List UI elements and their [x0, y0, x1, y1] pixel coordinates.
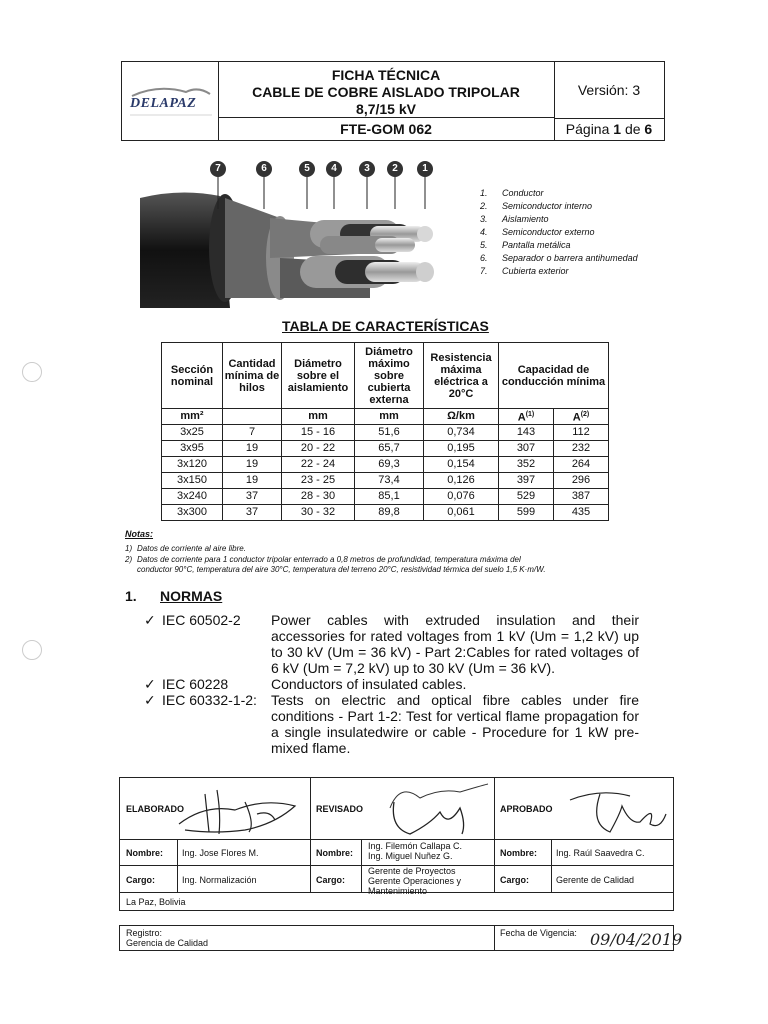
table-row: 3x150 19 23 - 25 73,4 0,126 397 296	[162, 472, 609, 488]
standard-code: IEC 60332-1-2:	[162, 692, 257, 708]
aprobado-cargo: Gerente de Calidad	[556, 875, 635, 885]
standard-item	[144, 612, 664, 678]
page-indicator: Página 1 de 6	[565, 121, 653, 137]
standard-description: Conductors of insulated cables.	[271, 676, 467, 692]
note-2: 2) Datos de corriente para 1 conductor tripolar enterrado a 0,8 metros de profundidad, temperatura máxima del conductor 90°C, temperatura del aire 30°C, temperatura del terreno 20°C, resistividad térmica del suelo 1,5 K·m/W.	[125, 555, 546, 574]
binder-hole	[22, 362, 42, 382]
check-icon: ✓	[144, 676, 156, 692]
characteristics-table	[161, 342, 609, 521]
elaborado-nombre: Ing. Jose Flores M.	[182, 848, 259, 858]
fecha-vigencia-value: 09/04/2019	[590, 930, 683, 949]
marker-7: 7	[210, 161, 226, 177]
legend-item: 7. Cubierta exterior	[480, 266, 569, 276]
binder-hole	[22, 640, 42, 660]
legend-item: 4. Semiconductor externo	[480, 227, 595, 237]
elaborado-cargo: Ing. Normalización	[182, 875, 257, 885]
legend-item: 1. Conductor	[480, 188, 544, 198]
header-resistencia: Resistencia máxima eléctrica a 20°C	[424, 343, 499, 409]
registro-label: Registro:	[126, 928, 163, 938]
legend-item: 2. Semiconductor interno	[480, 201, 593, 211]
table-row: 3x300 37 30 - 32 89,8 0,061 599 435	[162, 504, 609, 520]
marker-5: 5	[299, 161, 315, 177]
unit-resistencia: Ω/km	[424, 409, 499, 425]
logo-cell	[122, 62, 219, 140]
header-diametro-aislamiento: Diámetro sobre el aislamiento	[282, 343, 355, 409]
section-heading: 1. NORMAS	[125, 588, 223, 604]
note-1: 1) Datos de corriente al aire libre.	[125, 544, 246, 553]
registro-box	[119, 925, 683, 951]
standard-code: IEC 60502-2	[162, 612, 241, 628]
document-code: FTE-GOM 062	[340, 121, 432, 137]
aprobado-nombre: Ing. Raúl Saavedra C.	[556, 848, 645, 858]
fecha-vigencia-label: Fecha de Vigencia:	[500, 928, 577, 938]
header-diametro-maximo: Diámetro máximo sobre cubierta externa	[355, 343, 424, 409]
table-title: TABLA DE CARACTERÍSTICAS	[282, 318, 489, 334]
cable-markers	[210, 161, 440, 211]
marker-3: 3	[359, 161, 375, 177]
signature-aprobado	[560, 784, 670, 836]
aprobado-label: APROBADO	[500, 804, 553, 814]
standard-code: IEC 60228	[162, 676, 229, 692]
table-row: 3x25 7 15 - 16 51,6 0,734 143 112	[162, 424, 609, 440]
elaborado-label: ELABORADO	[126, 804, 184, 814]
marker-6: 6	[256, 161, 272, 177]
header-cantidad: Cantidad mínima de hilos	[223, 343, 282, 409]
document-title: FICHA TÉCNICA CABLE DE COBRE AISLADO TRIPOLAR 8,7/15 kV	[218, 62, 554, 118]
header-capacidad: Capacidad de conducción mínima	[499, 343, 609, 409]
marker-1: 1	[417, 161, 433, 177]
logo-text: DELAPAZ	[130, 96, 197, 111]
unit-seccion: mm²	[162, 409, 223, 425]
unit-a1: $A^{(1)}$	[499, 409, 554, 425]
header-seccion: Sección nominal	[162, 343, 223, 409]
standard-item	[144, 676, 664, 692]
unit-diametro-aislamiento: mm	[282, 409, 355, 425]
standard-item	[144, 692, 664, 758]
check-icon: ✓	[144, 692, 156, 708]
registro-value: Gerencia de Calidad	[126, 938, 209, 948]
table-row: 3x120 19 22 - 24 69,3 0,154 352 264	[162, 456, 609, 472]
cable-legend	[480, 187, 638, 278]
legend-item: 3. Aislamiento	[480, 214, 549, 224]
standard-description: Power cables with extruded insulation and their accessories for rated voltages from 1 kV (Um = 1,2 kV) up to 30 kV (Um = 36 kV) - Part 2:Cables for rated voltages of 6 kV (Um = 7,2 kV) up to 30 kV (Um = 36 kV).	[271, 612, 639, 676]
marker-2: 2	[387, 161, 403, 177]
legend-item: 5. Pantalla metálica	[480, 240, 571, 250]
version-label: Versión: 3	[554, 62, 664, 119]
unit-cantidad	[223, 409, 282, 425]
table-row: 3x95 19 20 - 22 65,7 0,195 307 232	[162, 440, 609, 456]
revisado-label: REVISADO	[316, 804, 364, 814]
signature-elaborado	[175, 784, 305, 836]
marker-4: 4	[326, 161, 342, 177]
table-row: 3x240 37 28 - 30 85,1 0,076 529 387	[162, 488, 609, 504]
document-header	[121, 61, 665, 141]
unit-diametro-maximo: mm	[355, 409, 424, 425]
approval-signatures: ELABORADO REVISADO APROBADO Nombre: Ing. Jose Flores M. Nombre: Ing. Filemón Callapa C. Ing. Miguel Nuñez G. Nombre: Ing. Raúl Saavedra C. Cargo: Ing. Normalización Cargo: Gerente de Proyectos Gerente Operaciones y Mantenimiento Cargo: Gerente de Calidad La Paz, Bolivia	[119, 777, 674, 911]
location: La Paz, Bolivia	[126, 897, 186, 907]
revisado-cargo: Gerente de Proyectos Gerente Operaciones y Mantenimiento	[368, 866, 462, 896]
company-logo	[128, 82, 214, 122]
standard-description: Tests on electric and optical fibre cables under fire conditions - Part 1-2: Test for vertical flame propagation for a single insulatedwire or cable - Procedure for 1 kW pre-mixed flame.	[271, 692, 639, 756]
notes-title: Notas:	[125, 529, 154, 539]
signature-revisado	[370, 778, 490, 838]
check-icon: ✓	[144, 612, 156, 628]
legend-item: 6. Separador o barrera antihumedad	[480, 253, 638, 263]
unit-a2: $A^{(2)}$	[554, 409, 609, 425]
revisado-nombre: Ing. Filemón Callapa C. Ing. Miguel Nuñez G.	[368, 841, 463, 861]
